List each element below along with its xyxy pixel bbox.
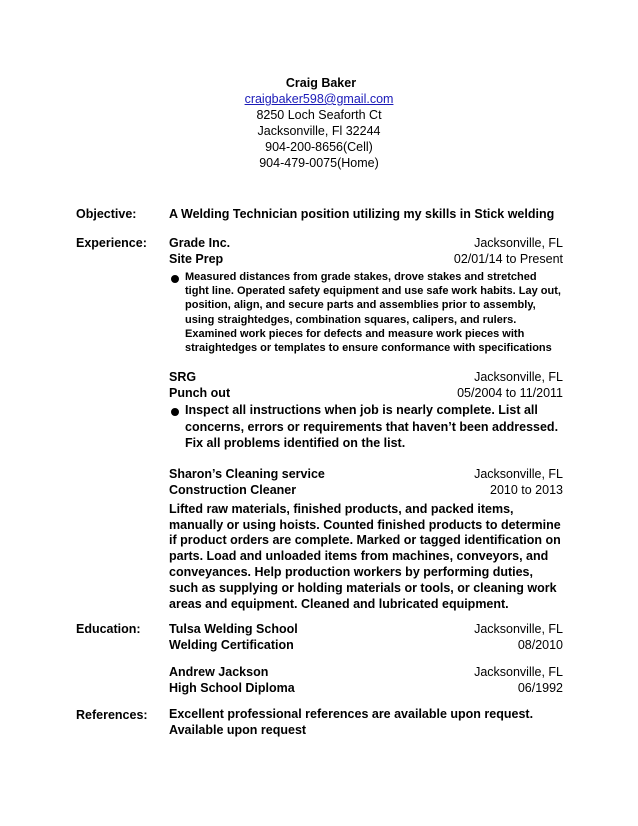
- credential-date: 08/2010: [517, 638, 563, 652]
- references-line-1: Excellent professional references are available upon request.: [169, 707, 534, 721]
- credential: High School Diploma: [169, 681, 295, 695]
- job-entry: [169, 369, 563, 452]
- references-label: References:: [76, 708, 148, 722]
- job-dates: 2010 to 2013: [490, 482, 563, 497]
- job-description: Measured distances from grade stakes, drove stakes and stretched tight line. Operated safety equipment and use safe work habits. Lay out, position, align, and secure parts and assemblies prior to assembly, using straightedges, combination squares, calipers, and rulers. Examined work pieces for defects and measure work pieces with straightedges or templates to ensure conformance with specifications: [185, 271, 561, 355]
- candidate-name: Craig Baker: [285, 76, 357, 90]
- bullet-icon: [171, 408, 179, 416]
- phone-cell: 904-200-8656(Cell): [265, 140, 373, 154]
- objective-text: A Welding Technician position utilizing my skills in Stick welding: [169, 207, 555, 221]
- job-title: Site Prep: [169, 252, 224, 266]
- school-location: Jacksonville, FL: [474, 622, 563, 636]
- education-label: Education:: [76, 622, 141, 636]
- job-description: Lifted raw materials, finished products, and packed items, manually or using hoists. Counted finished products to determine if product orders are complete. Marked or tagged identification on parts. Load and unloaded items from machines, conveyors, and conveyances. Help production workers by performing duties, such as supplying or holding materials or tools, or cleaning work areas and equipment. Cleaned and lubricated equipment.: [169, 501, 561, 611]
- job-entry: [169, 235, 563, 355]
- job-dates: 02/01/14 to Present: [453, 252, 563, 266]
- address-line-2: Jacksonville, Fl 32244: [257, 124, 381, 138]
- job-location: Jacksonville, FL: [474, 236, 563, 250]
- experience-label: Experience:: [76, 236, 147, 250]
- job-description: Inspect all instructions when job is nearly complete. List all concerns, errors or requirements that haven’t been addressed. Fix all problems identified on the list.: [185, 403, 559, 451]
- contact-header: [0, 75, 638, 171]
- references-line-2: Available upon request: [169, 722, 307, 737]
- job-entry: [169, 466, 563, 613]
- education-entry: [169, 664, 563, 696]
- education-entry: [169, 621, 563, 653]
- job-title: Construction Cleaner: [169, 482, 297, 497]
- email-link[interactable]: craigbaker598@gmail.com: [244, 92, 394, 106]
- bullet-icon: [171, 275, 179, 283]
- school-name: Andrew Jackson: [169, 665, 269, 679]
- credential-date: 06/1992: [517, 681, 563, 695]
- objective-label: Objective:: [76, 207, 137, 221]
- school-location: Jacksonville, FL: [474, 665, 563, 679]
- job-location: Jacksonville, FL: [474, 370, 563, 385]
- job-title: Punch out: [169, 386, 231, 401]
- job-company: SRG: [169, 370, 197, 385]
- job-dates: 05/2004 to 11/2011: [457, 386, 563, 401]
- address-line-1: 8250 Loch Seaforth Ct: [256, 108, 382, 122]
- phone-home: 904-479-0075(Home): [259, 156, 379, 170]
- job-company: Sharon’s Cleaning service: [169, 466, 325, 481]
- job-location: Jacksonville, FL: [474, 466, 563, 481]
- credential: Welding Certification: [169, 638, 294, 652]
- job-company: Grade Inc.: [169, 236, 231, 250]
- school-name: Tulsa Welding School: [169, 622, 298, 636]
